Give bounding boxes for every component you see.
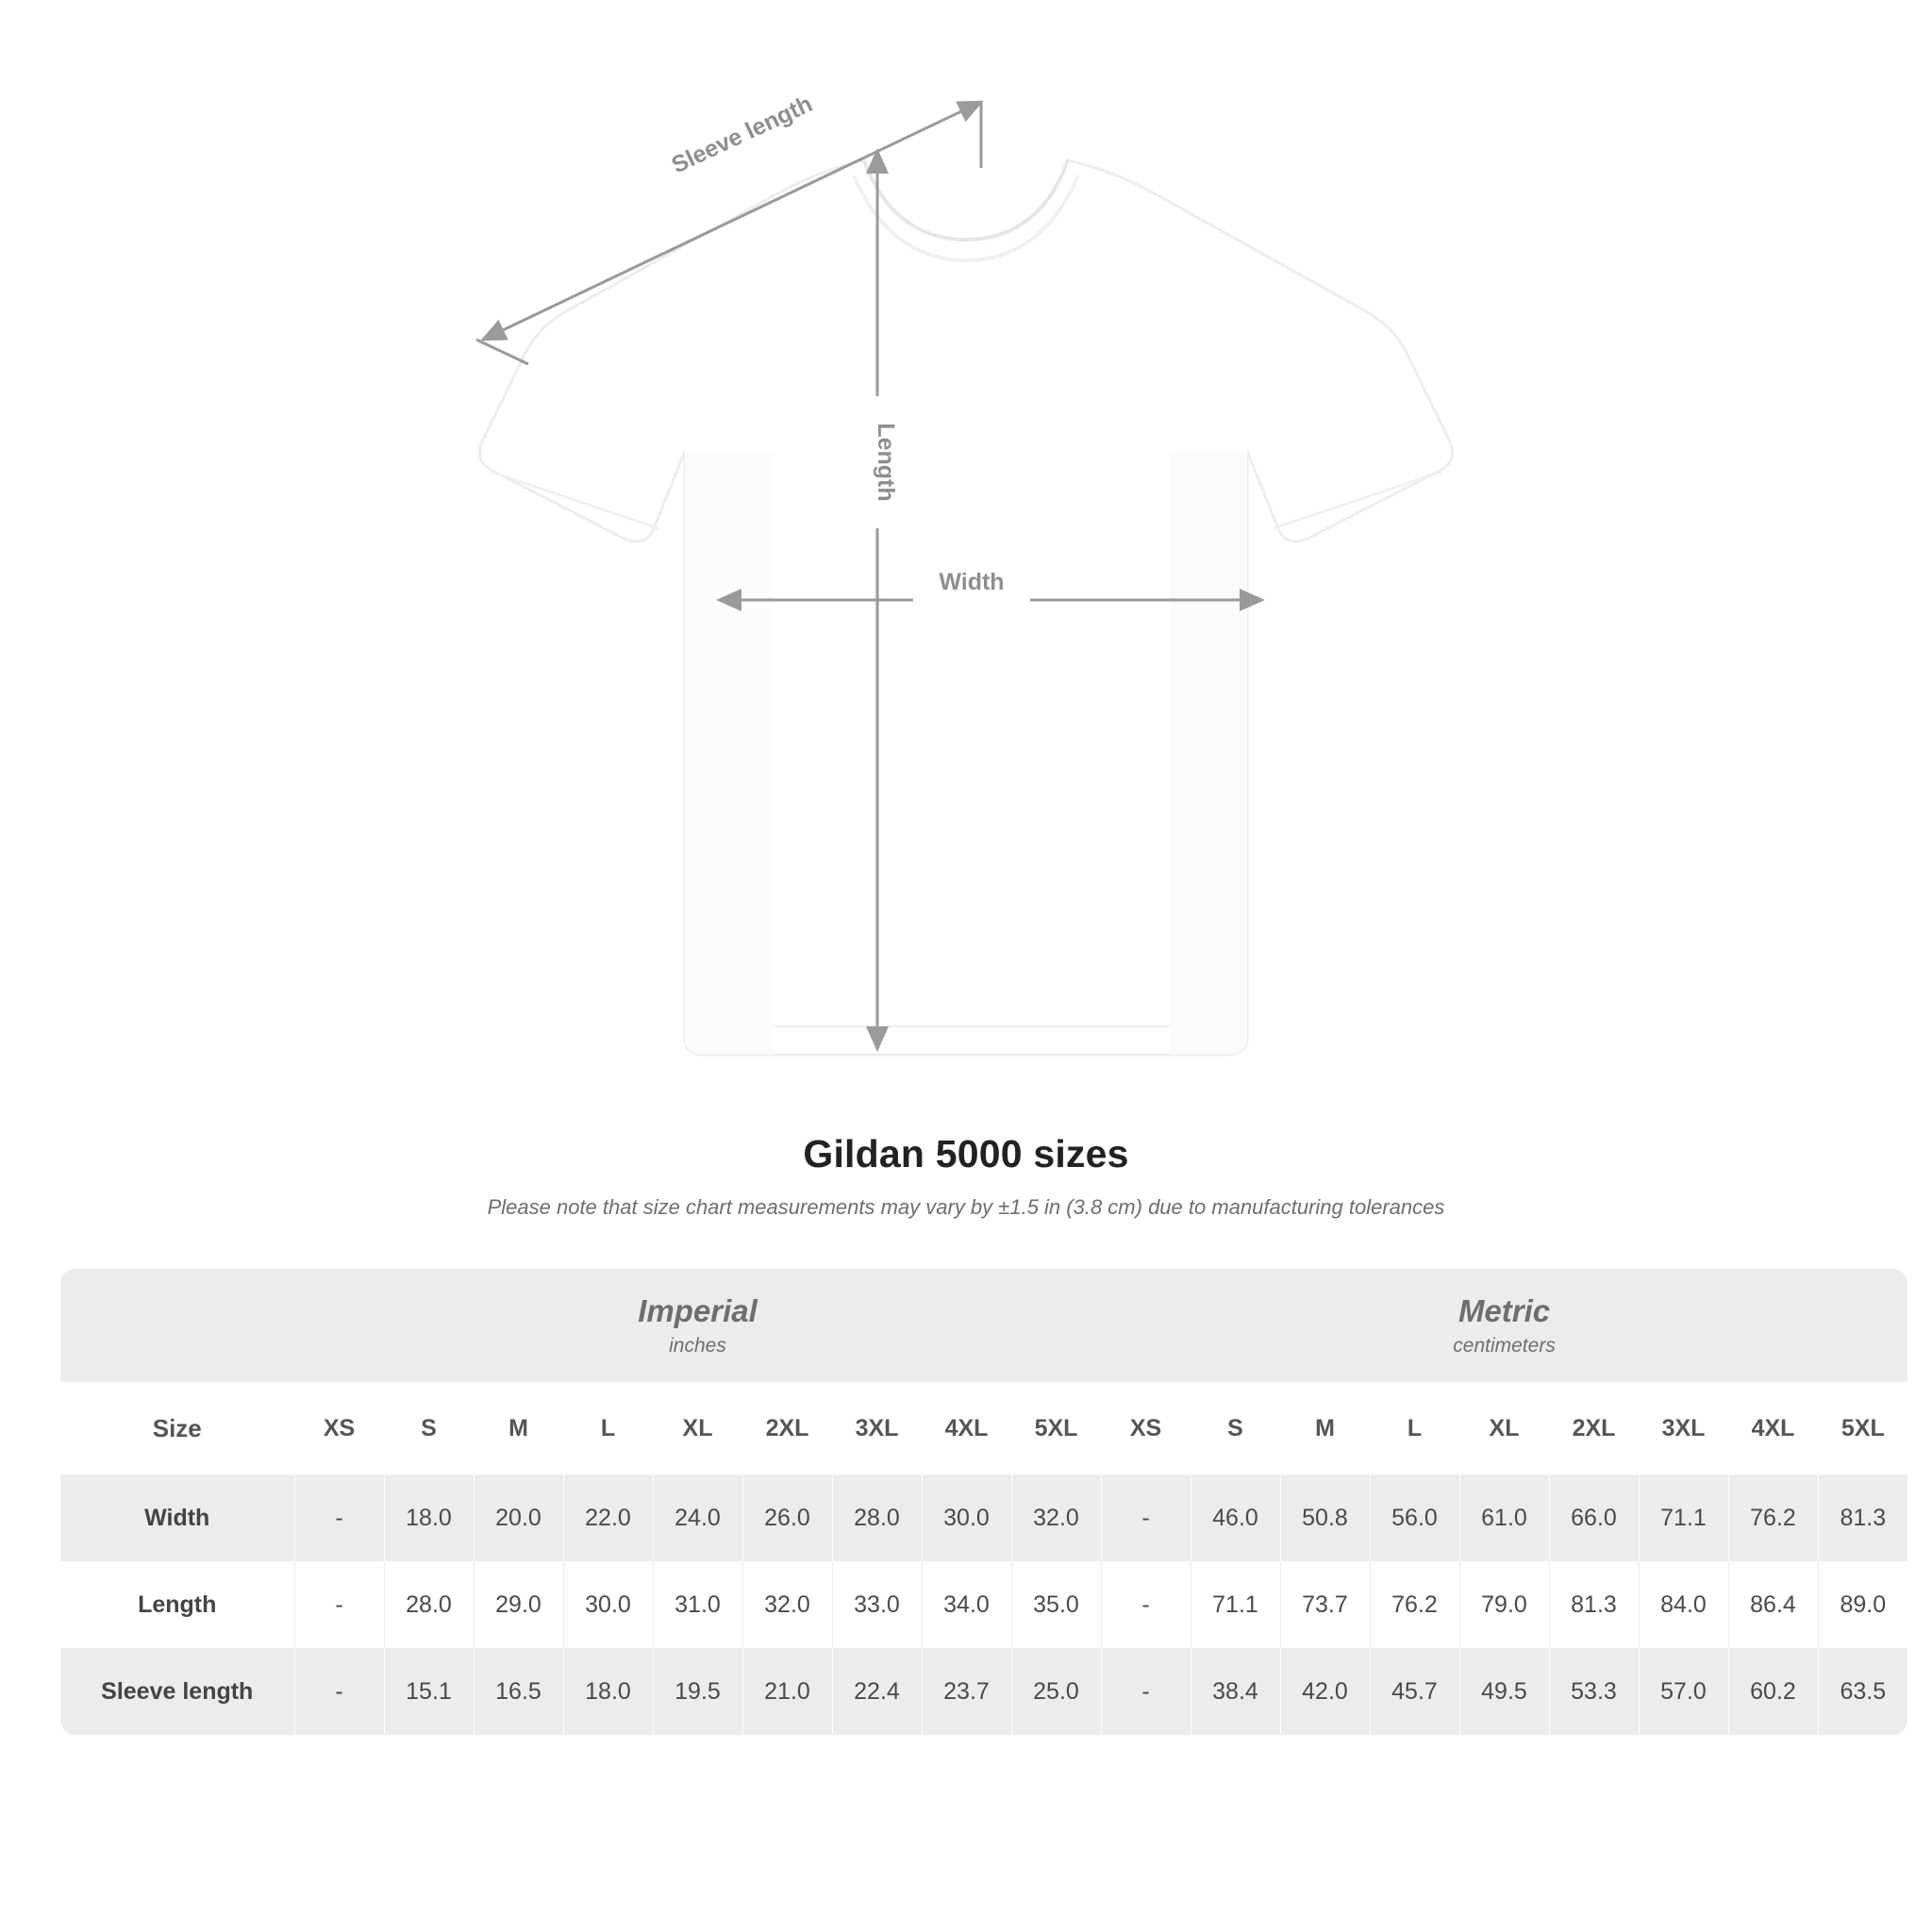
- cell-sleeve-metric-s: 38.4: [1191, 1648, 1280, 1735]
- cell-length-metric-3xl: 84.0: [1639, 1561, 1728, 1648]
- cell-sleeve-imperial-m: 16.5: [474, 1648, 563, 1735]
- cell-width-imperial-4xl: 30.0: [922, 1474, 1011, 1561]
- cell-sleeve-metric-3xl: 57.0: [1639, 1648, 1728, 1735]
- header-metric-3xl: 3XL: [1639, 1382, 1728, 1474]
- cell-length-metric-s: 71.1: [1191, 1561, 1280, 1648]
- cell-width-metric-5xl: 81.3: [1818, 1474, 1907, 1561]
- header-size: Size: [60, 1382, 294, 1474]
- table-row-width: [60, 1474, 1907, 1561]
- cell-length-metric-2xl: 81.3: [1549, 1561, 1639, 1648]
- cell-width-imperial-3xl: 28.0: [832, 1474, 922, 1561]
- sleeve-length-label: Sleeve length: [667, 91, 817, 179]
- cell-sleeve-imperial-2xl: 21.0: [742, 1648, 832, 1735]
- cell-sleeve-imperial-4xl: 23.7: [922, 1648, 1011, 1735]
- cell-length-imperial-xs: -: [294, 1561, 384, 1648]
- cell-length-metric-5xl: 89.0: [1818, 1561, 1907, 1648]
- group-imperial-unit: inches: [669, 1334, 726, 1357]
- cell-width-imperial-xl: 24.0: [653, 1474, 742, 1561]
- header-metric-4xl: 4XL: [1728, 1382, 1818, 1474]
- cell-sleeve-metric-xl: 49.5: [1459, 1648, 1549, 1735]
- length-label: Length: [873, 423, 899, 502]
- header-metric-xl: XL: [1459, 1382, 1549, 1474]
- cell-sleeve-metric-5xl: 63.5: [1818, 1648, 1907, 1735]
- cell-length-imperial-2xl: 32.0: [742, 1561, 832, 1648]
- width-label: Width: [939, 569, 1005, 595]
- cell-length-metric-xl: 79.0: [1459, 1561, 1549, 1648]
- header-imperial-4xl: 4XL: [922, 1382, 1011, 1474]
- cell-sleeve-metric-m: 42.0: [1280, 1648, 1370, 1735]
- cell-width-metric-4xl: 76.2: [1728, 1474, 1818, 1561]
- cell-width-imperial-m: 20.0: [474, 1474, 563, 1561]
- group-metric-unit: centimeters: [1453, 1334, 1556, 1357]
- cell-sleeve-imperial-xl: 19.5: [653, 1648, 742, 1735]
- header-metric-2xl: 2XL: [1549, 1382, 1639, 1474]
- chart-title: Gildan 5000 sizes: [803, 1132, 1129, 1175]
- header-metric-s: S: [1191, 1382, 1280, 1474]
- table-size-header-row: [60, 1382, 1907, 1474]
- group-imperial-name: Imperial: [638, 1293, 758, 1329]
- cell-length-imperial-s: 28.0: [384, 1561, 474, 1648]
- cell-width-imperial-l: 22.0: [563, 1474, 653, 1561]
- header-metric-5xl: 5XL: [1818, 1382, 1907, 1474]
- header-imperial-l: L: [563, 1382, 653, 1474]
- cell-length-metric-xs: -: [1101, 1561, 1191, 1648]
- cell-length-imperial-l: 30.0: [563, 1561, 653, 1648]
- header-imperial-s: S: [384, 1382, 474, 1474]
- header-metric-l: L: [1370, 1382, 1459, 1474]
- cell-width-metric-m: 50.8: [1280, 1474, 1370, 1561]
- group-metric-name: Metric: [1457, 1293, 1551, 1329]
- cell-width-imperial-s: 18.0: [384, 1474, 474, 1561]
- cell-sleeve-imperial-l: 18.0: [563, 1648, 653, 1735]
- group-header-imperial: [294, 1269, 1101, 1382]
- cell-sleeve-imperial-3xl: 22.4: [832, 1648, 922, 1735]
- cell-width-imperial-xs: -: [294, 1474, 384, 1561]
- cell-width-imperial-2xl: 26.0: [742, 1474, 832, 1561]
- cell-width-metric-3xl: 71.1: [1639, 1474, 1728, 1561]
- chart-note: Please note that size chart measurements may vary by ±1.5 in (3.8 cm) due to manufacturing tolerances: [487, 1195, 1445, 1219]
- table-row-length: [60, 1561, 1907, 1648]
- header-imperial-3xl: 3XL: [832, 1382, 922, 1474]
- group-header-metric: [1101, 1269, 1907, 1382]
- cell-length-imperial-5xl: 35.0: [1011, 1561, 1101, 1648]
- cell-sleeve-metric-l: 45.7: [1370, 1648, 1459, 1735]
- row-label-length: Length: [60, 1561, 294, 1648]
- cell-length-imperial-m: 29.0: [474, 1561, 563, 1648]
- header-metric-m: M: [1280, 1382, 1370, 1474]
- row-label-sleeve-length: Sleeve length: [60, 1648, 294, 1735]
- size-table: [60, 1269, 1907, 1735]
- cell-width-metric-l: 56.0: [1370, 1474, 1459, 1561]
- cell-length-metric-l: 76.2: [1370, 1561, 1459, 1648]
- cell-width-metric-s: 46.0: [1191, 1474, 1280, 1561]
- table-row-sleeve-length: [60, 1648, 1907, 1735]
- header-imperial-m: M: [474, 1382, 563, 1474]
- cell-sleeve-metric-2xl: 53.3: [1549, 1648, 1639, 1735]
- cell-width-metric-xl: 61.0: [1459, 1474, 1549, 1561]
- cell-length-imperial-3xl: 33.0: [832, 1561, 922, 1648]
- cell-sleeve-imperial-s: 15.1: [384, 1648, 474, 1735]
- table-group-header-row: [60, 1269, 1907, 1382]
- title-block: [0, 1132, 1932, 1220]
- cell-sleeve-imperial-5xl: 25.0: [1011, 1648, 1101, 1735]
- size-table-wrapper: [60, 1269, 1887, 1735]
- cell-sleeve-metric-4xl: 60.2: [1728, 1648, 1818, 1735]
- cell-length-imperial-xl: 31.0: [653, 1561, 742, 1648]
- header-metric-xs: XS: [1101, 1382, 1191, 1474]
- header-imperial-5xl: 5XL: [1011, 1382, 1101, 1474]
- group-header-spacer: [60, 1269, 294, 1382]
- cell-width-imperial-5xl: 32.0: [1011, 1474, 1101, 1561]
- cell-length-metric-m: 73.7: [1280, 1561, 1370, 1648]
- row-label-width: Width: [60, 1474, 294, 1561]
- cell-sleeve-imperial-xs: -: [294, 1648, 384, 1735]
- cell-length-imperial-4xl: 34.0: [922, 1561, 1011, 1648]
- header-imperial-xl: XL: [653, 1382, 742, 1474]
- cell-length-metric-4xl: 86.4: [1728, 1561, 1818, 1648]
- header-imperial-xs: XS: [294, 1382, 384, 1474]
- cell-sleeve-metric-xs: -: [1101, 1648, 1191, 1735]
- cell-width-metric-2xl: 66.0: [1549, 1474, 1639, 1561]
- cell-width-metric-xs: -: [1101, 1474, 1191, 1561]
- header-imperial-2xl: 2XL: [742, 1382, 832, 1474]
